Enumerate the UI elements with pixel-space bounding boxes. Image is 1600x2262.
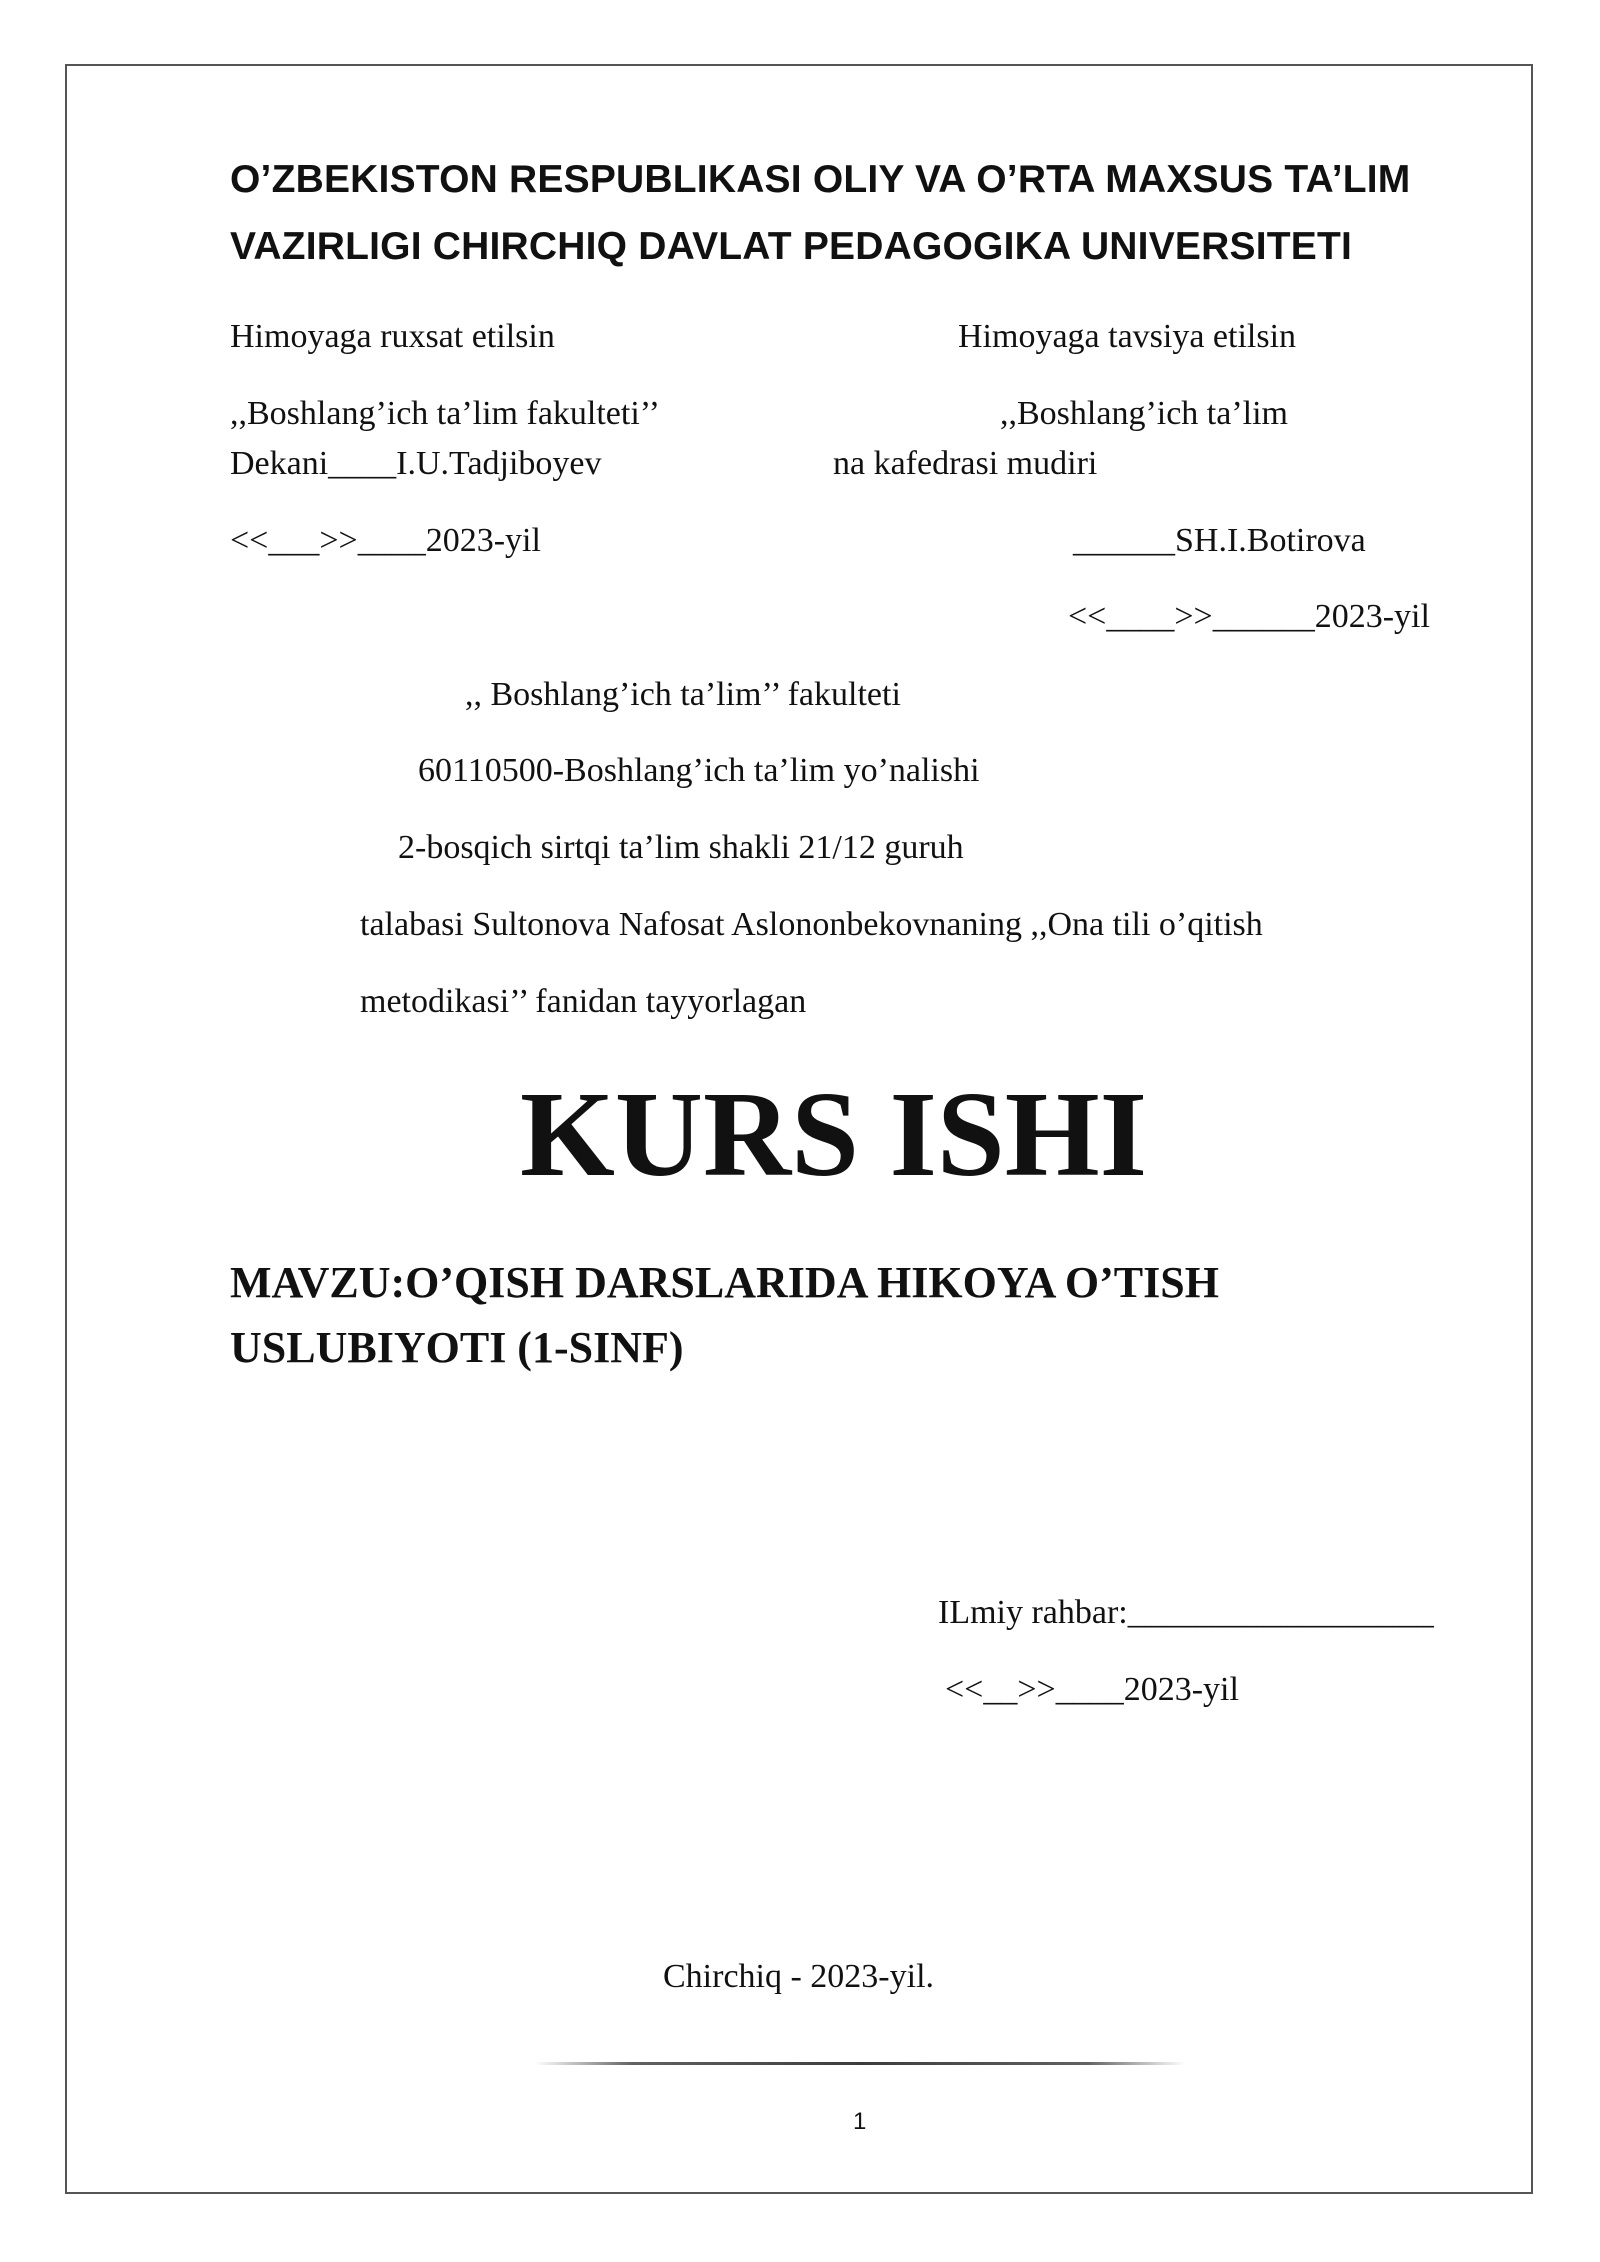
topic-line-2: USLUBIYOTI (1-SINF) — [230, 1323, 684, 1372]
approval-right-date: <<____>>______2023-yil — [1068, 598, 1430, 635]
approval-left-date: <<___>>____2023-yil — [230, 522, 541, 559]
student-subject: metodikasi’’ fanidan tayyorlagan — [360, 983, 807, 1020]
approval-right-dept-line-2: na kafedrasi mudiri — [833, 445, 1098, 482]
student-direction: 60110500-Boshlang’ich ta’lim yo’nalishi — [418, 752, 980, 789]
footer-divider — [535, 2062, 1185, 2065]
place-date: Chirchiq - 2023-yil. — [663, 1958, 935, 1995]
topic-line-1: MAVZU:O’QISH DARSLARIDA HIKOYA O’TISH — [230, 1258, 1219, 1307]
student-faculty: ,, Boshlang’ich ta’lim’’ fakulteti — [465, 676, 901, 713]
supervisor-label: ILmiy rahbar:__________________ — [938, 1594, 1434, 1631]
header-line-2: VAZIRLIGI CHIRCHIQ DAVLAT PEDAGOGIKA UNIVERSITETI — [230, 225, 1353, 268]
approval-right-dept-line-1: ,,Boshlang’ich ta’lim — [1000, 395, 1289, 432]
approval-right-head: ______SH.I.Botirova — [1073, 522, 1366, 559]
supervisor-date: <<__>>____2023-yil — [945, 1671, 1239, 1708]
document-title: KURS ISHI — [520, 1067, 1148, 1202]
student-name: talabasi Sultonova Nafosat Aslononbekovnaning ,,Ona tili o’qitish — [360, 906, 1263, 943]
approval-left-dean: Dekani____I.U.Tadjiboyev — [230, 445, 602, 482]
approval-left-title: Himoyaga ruxsat etilsin — [230, 318, 555, 355]
student-group: 2-bosqich sirtqi ta’lim shakli 21/12 guruh — [398, 829, 964, 866]
approval-right-title: Himoyaga tavsiya etilsin — [958, 318, 1297, 355]
page-number: 1 — [853, 2108, 867, 2135]
approval-left-faculty: ,,Boshlang’ich ta’lim fakulteti’’ — [230, 395, 660, 432]
header-line-1: O’ZBEKISTON RESPUBLIKASI OLIY VA O’RTA MAXSUS TA’LIM — [230, 158, 1411, 201]
